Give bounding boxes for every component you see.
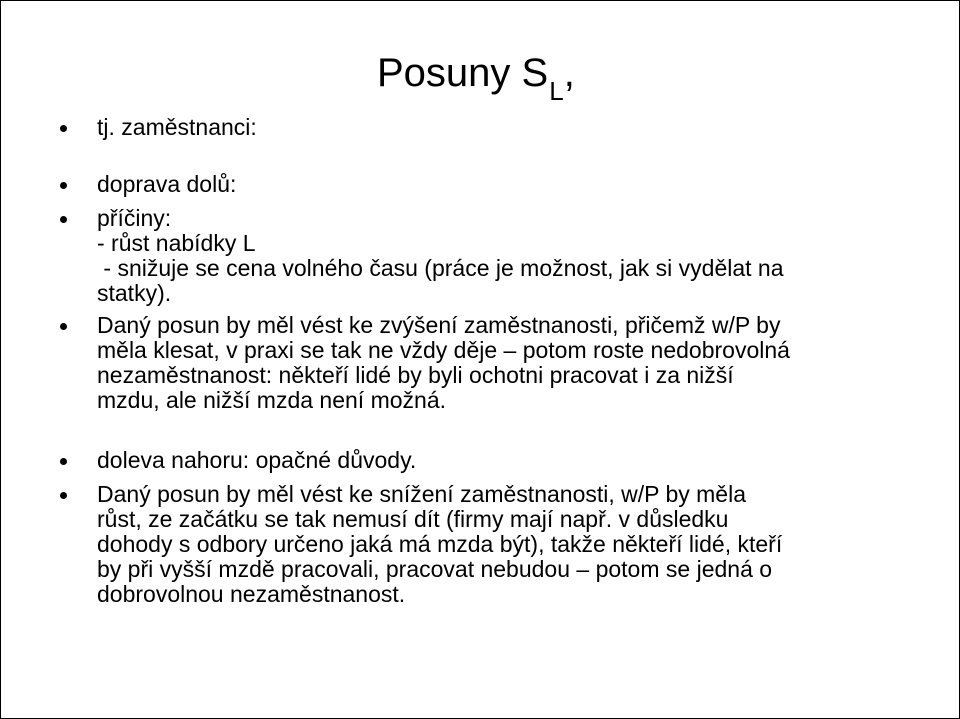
slide-title	[377, 49, 575, 106]
bullet-dot	[60, 216, 67, 223]
bullet-line: Daný posun by měl vést ke snížení zaměstnanosti, w/P by měla	[97, 481, 746, 507]
bullet-line: - snižuje se cena volného času (práce je možnost, jak si vydělat na	[97, 255, 784, 281]
bullet-item-causes	[97, 206, 784, 306]
bullet-line: měla klesat, v praxi se tak ne vždy děje – potom roste nedobrovolná	[97, 337, 790, 363]
bullet-line: nezaměstnanost: někteří lidé by byli ochotni pracovat i za nižší	[97, 362, 734, 388]
slide-title-subscript: L	[549, 76, 564, 106]
bullet-item-shift-up-left	[97, 448, 416, 473]
bullet-item-employees	[97, 115, 257, 140]
bullet-item-shift-down	[97, 172, 236, 197]
slide-title-text: Posuny S	[377, 51, 549, 95]
bullet-item-increase-employment	[97, 313, 790, 413]
bullet-line: růst, ze začátku se tak nemusí dít (firmy mají např. v důsledku	[97, 506, 729, 532]
bullet-dot	[60, 182, 67, 189]
bullet-line: příčiny:	[97, 205, 172, 231]
bullet-line: tj. zaměstnanci:	[97, 114, 257, 140]
bullet-line: statky).	[97, 280, 172, 306]
bullet-line: by při vyšší mzdě pracovali, pracovat nebudou – potom se jedná o	[97, 556, 773, 582]
bullet-line: dobrovolnou nezaměstnanost.	[97, 581, 406, 607]
bullet-item-decrease-employment	[97, 482, 782, 607]
bullet-line: doleva nahoru: opačné důvody.	[97, 447, 417, 473]
bullet-dot	[60, 323, 67, 330]
bullet-dot	[60, 492, 67, 499]
bullet-line: doprava dolů:	[97, 171, 237, 197]
bullet-line: - růst nabídky L	[97, 230, 256, 256]
bullet-line: mzdu, ale nižší mzda není možná.	[97, 387, 446, 413]
bullet-dot	[60, 458, 67, 465]
bullet-dot	[60, 125, 67, 132]
bullet-line: Daný posun by měl vést ke zvýšení zaměstnanosti, přičemž w/P by	[97, 312, 781, 338]
slide-title-suffix: ,	[563, 51, 575, 95]
bullet-line: dohody s odbory určeno jaká má mzda být), takže někteří lidé, kteří	[97, 531, 783, 557]
